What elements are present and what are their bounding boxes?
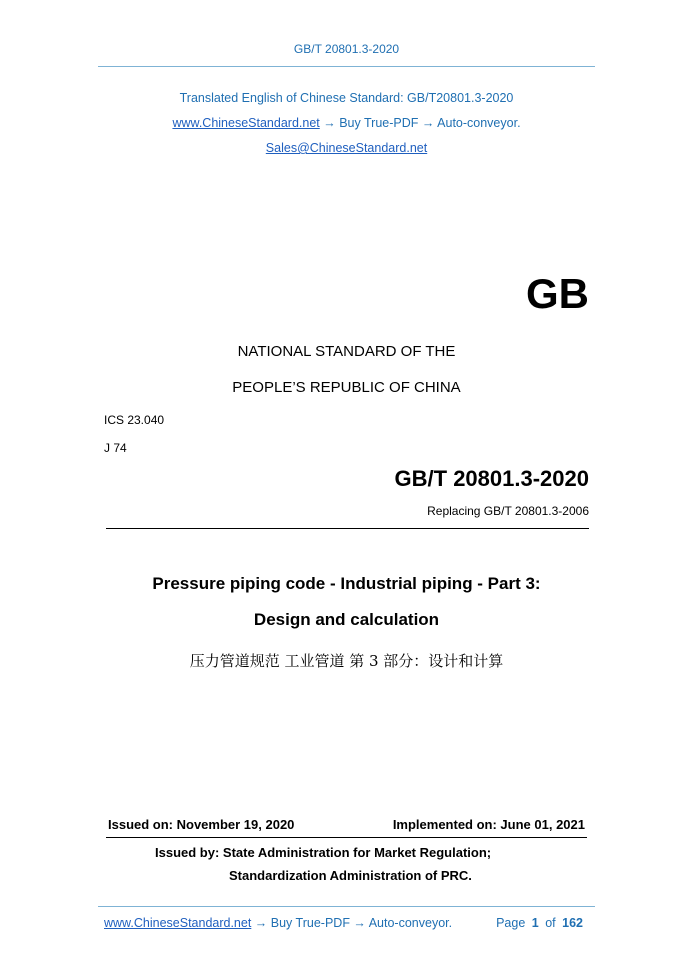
implemented-date: Implemented on: June 01, 2021 — [392, 817, 585, 832]
arrow-icon: → — [349, 916, 369, 930]
issued-date: Issued on: November 19, 2020 — [108, 817, 295, 832]
issuer-line-1: Issued by: State Administration for Market Regulation; — [155, 845, 492, 860]
page-indicator — [496, 916, 583, 930]
footer-site-link[interactable]: www.ChineseStandard.net — [104, 916, 252, 930]
title-line-2: Design and calculation — [253, 610, 440, 629]
arrow-icon: → — [251, 916, 271, 930]
page-of: of — [545, 916, 556, 930]
footer-buy-pdf-link[interactable]: Buy True-PDF — [270, 916, 350, 930]
page-total: 162 — [562, 916, 583, 930]
promo-line: Translated English of Chinese Standard: GB/T20801.3-2020 — [179, 91, 514, 105]
header-divider — [98, 66, 595, 67]
promo-links — [0, 116, 693, 130]
title-divider — [106, 528, 589, 529]
ics-code: ICS 23.040 — [104, 413, 165, 427]
page-label: Page — [496, 916, 526, 930]
footer-divider — [98, 906, 595, 907]
arrow-icon: → — [319, 116, 340, 130]
ccs-code: J 74 — [104, 441, 127, 455]
buy-pdf-link[interactable]: Buy True-PDF — [339, 116, 419, 130]
gb-mark: GB — [526, 270, 589, 317]
standard-number: GB/T 20801.3-2020 — [394, 466, 589, 491]
national-line-1: NATIONAL STANDARD OF THE — [237, 343, 456, 360]
national-line-2: PEOPLE’S REPUBLIC OF CHINA — [232, 379, 461, 396]
footer-auto-conveyor-text: Auto-conveyor. — [368, 916, 453, 930]
page-current: 1 — [531, 916, 539, 930]
issuer-line-2: Standardization Administration of PRC. — [229, 868, 472, 883]
site-link[interactable]: www.ChineseStandard.net — [172, 116, 320, 130]
header-doc-code: GB/T 20801.3-2020 — [293, 42, 400, 56]
replacing-note: Replacing GB/T 20801.3-2006 — [427, 504, 589, 518]
title-line-1: Pressure piping code - Industrial piping - Part 3: — [152, 574, 541, 593]
sales-email-link[interactable]: Sales@ChineseStandard.net — [265, 141, 428, 155]
email-line — [0, 141, 693, 155]
auto-conveyor-text: Auto-conveyor. — [437, 116, 521, 130]
dates-divider — [106, 837, 587, 838]
title-chinese: 压力管道规范 工业管道 第 3 部分：设计和计算 — [189, 652, 504, 670]
arrow-icon: → — [418, 116, 438, 130]
footer-links — [104, 916, 452, 930]
